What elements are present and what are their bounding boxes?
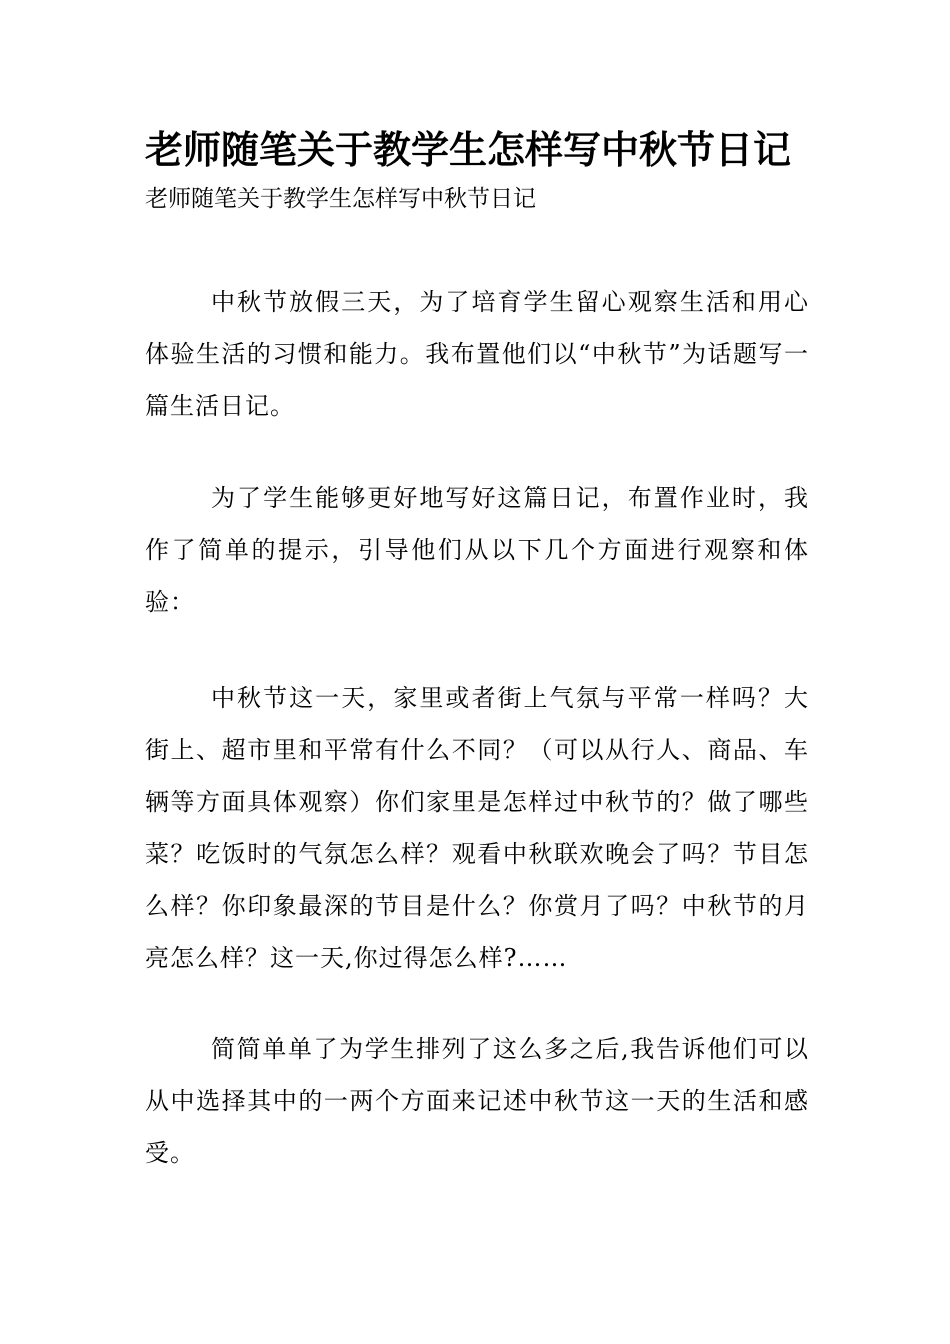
paragraph-3: 中秋节这一天，家里或者街上气氛与平常一样吗？大街上、超市里和平常有什么不同？（可以从行人、商品、车辆等方面具体观察）你们家里是怎样过中秋节的？做了哪些菜？吃饭时的气氛怎么样？观看中秋联欢晚会了吗？节目怎么样？你印象最深的节目是什么？你赏月了吗？中秋节的月亮怎么样？这一天,你过得怎么样?…… xyxy=(145,684,809,972)
document-title: 老师随笔关于教学生怎样写中秋节日记 xyxy=(145,127,792,172)
paragraph-2: 为了学生能够更好地写好这篇日记，布置作业时，我作了简单的提示，引导他们从以下几个方面进行观察和体验： xyxy=(145,484,809,616)
paragraph-4: 简简单单了为学生排列了这么多之后,我告诉他们可以从中选择其中的一两个方面来记述中秋节这一天的生活和感受。 xyxy=(145,1035,809,1167)
paragraph-1: 中秋节放假三天，为了培育学生留心观察生活和用心体验生活的习惯和能力。我布置他们以“中秋节”为话题写一篇生活日记。 xyxy=(145,288,809,420)
document-subtitle: 老师随笔关于教学生怎样写中秋节日记 xyxy=(145,186,536,212)
